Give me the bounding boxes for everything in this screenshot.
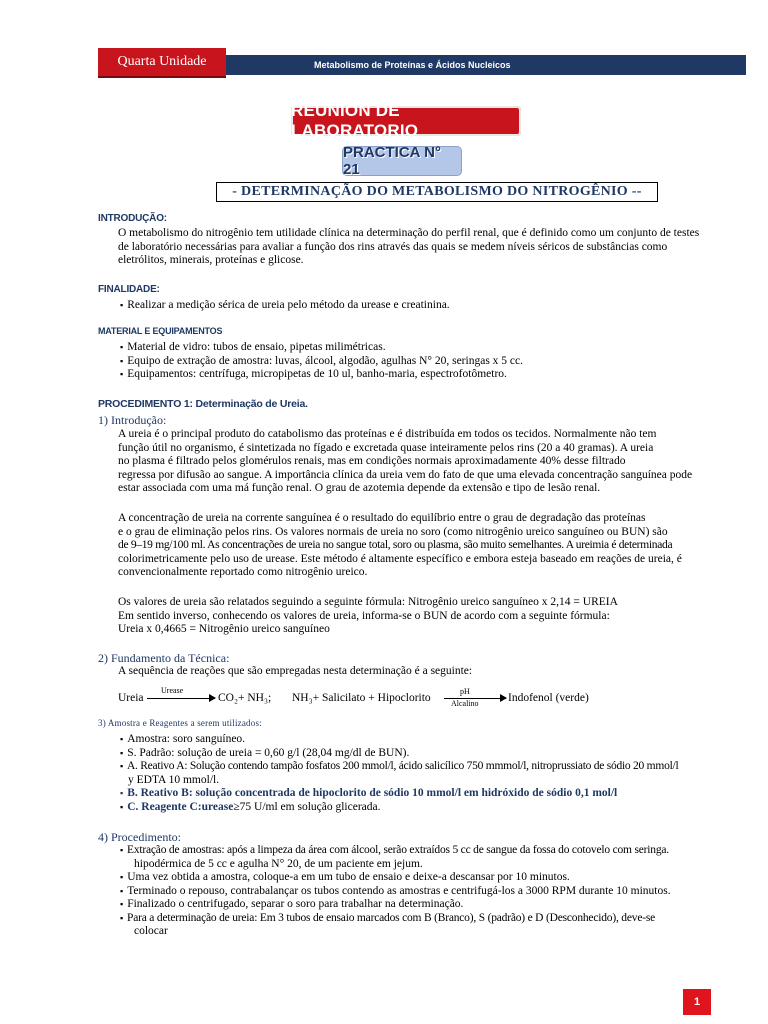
formula-paragraph [118,596,758,637]
text-line: A concentração de ureia na corrente sanguínea é o resultado do equilíbrio entre o grau de degradação das proteínas [118,512,646,524]
enzyme-label: Urease [161,686,184,695]
practice-badge: PRACTICA N° 21 [342,146,462,176]
reagent-c-value: ≥75 U/ml em solução glicerada. [233,800,381,813]
intro-subheading: 1) Introdução: [98,413,167,427]
text-line: regressa por difusão ao sangue. A importância clínica da ureia vem do fato de que uma elevada concentração sanguínea pode [118,468,693,481]
text-line: colorimetricamente pelo uso de urease. Este método é altamente específico e embora esteja baseado em reações de ureia, é [118,552,682,565]
text-line: O metabolismo do nitrogênio tem utilidade clínica na determinação do perfil renal, que é definido como um conjunto de testes [118,227,700,239]
procedure-list [118,844,763,939]
list-item: ▪ S. Padrão: solução de ureia = 0,60 g/l (28,04 mg/dl de BUN). [118,747,763,761]
list-item: ▪ Uma vez obtida a amostra, coloque-a em um tubo de ensaio e deixe-a descansar por 10 minutos. [118,871,763,885]
text-line: eletrólitos, minerais, proteínas e glicose. [118,254,304,266]
list-item-continued: hipodérmica de 5 cc e agulha N° 20, de um paciente em jejum. [134,857,423,870]
reagents-list [118,733,763,814]
text-line: A ureia é o principal produto do catabolismo das proteínas e é distribuída em todos os tecidos. Normalmente não tem [118,428,657,440]
text-line: Ureia x 0,4665 = Nitrogênio ureico sanguíneo [118,623,330,635]
technique-subheading: 2) Fundamento da Técnica: [98,651,230,665]
material-list [118,341,758,382]
list-item: ▪ C. Reagente C:urease≥75 U/ml em solução glicerada. [118,801,763,815]
page-number: 1 [683,989,711,1015]
intro-text [118,227,758,268]
text-line: estar associada com uma má função renal. O grau de azotemia depende da extensão e tipo de lesão renal. [118,482,601,494]
reactants-2: NH₃+ Salicilato + Hipoclorito [292,692,431,704]
text-line: função útil no organismo, é sintetizada no fígado e excretada quase inteiramente pelos rins (20 a 40 gramas). A ureia [118,441,654,454]
urea-concentration-paragraph [118,512,766,580]
text-line: no plasma é filtrado pelos glomérulos renais, mas em condições normais aproximadamente 40% desse filtrado [118,455,626,467]
list-item-continued: colocar [134,925,168,937]
list-item: ▪ Amostra: soro sanguíneo. [118,733,763,747]
product-2: Indofenol (verde) [508,692,589,704]
reagents-subheading: 3) Amostra e Reagentes a serem utilizados: [98,718,262,728]
text-line: convencionalmente reportado como nitrogênio ureico. [118,566,368,578]
header-topic-bar: Metabolismo de Proteínas e Ácidos Nucleicos [226,55,746,75]
list-item: ▪ B. Reativo B: solução concentrada de hipoclorito de sódio 10 mmol/l em hidróxido de sódio 0,1 mol/l [118,787,763,801]
list-item: ▪ Terminado o repouso, contrabalançar os tubos contendo as amostras e centrifugá-los a 3000 RPM durante 10 minutos. [118,885,763,899]
unit-tab: Quarta Unidade [98,48,226,78]
text-line: e o grau de eliminação pelos rins. Os valores normais de ureia no soro (como nitrogênio ureico sanguíneo ou BUN) são [118,525,668,538]
list-item: ▪ Equipamentos: centrífuga, micropipetas de 10 ul, banho-maria, espectrofotômetro. [118,368,758,382]
list-item-continued: y EDTA 10 mmol/l. [128,773,220,786]
reactant-urea: Ureia [118,692,144,704]
condition-alkaline: Alcalino [451,699,479,708]
list-item: ▪ Realizar a medição sérica de ureia pelo método da urease e creatinina. [118,299,768,313]
reaction-arrow-1 [147,698,215,699]
procedure-heading: PROCEDIMENTO 1: Determinação de Ureia. [98,398,308,410]
text-line: Os valores de ureia são relatados seguindo a seguinte fórmula: Nitrogênio ureico sanguíneo x 2,14 = UREIA [118,596,618,608]
urea-intro-paragraph [118,428,763,496]
list-item: ▪ Para a determinação de ureia: Em 3 tubos de ensaio marcados com B (Branco), S (padrão) e D (Desconhecido), deve-se [118,912,763,926]
list-item: ▪ Extração de amostras: após a limpeza da área com álcool, serão extraídos 5 cc de sangue da fossa do cotovelo com seringa. [118,844,763,858]
list-item: ▪ Finalizado o centrifugado, separar o soro para trabalhar na determinação. [118,898,763,912]
finalidade-heading: FINALIDADE: [98,284,160,295]
document-subtitle: - DETERMINAÇÃO DO METABOLISMO DO NITROGÊNIO -- [216,182,658,202]
product-1: CO₂+ NH₃; [218,692,272,704]
text-line: Em sentido inverso, conhecendo os valores de ureia, informa-se o BUN de acordo com a seguinte fórmula: [118,609,610,622]
material-heading: MATERIAL E EQUIPAMENTOS [98,326,223,336]
list-item: ▪ A. Reativo A: Solução contendo tampão fosfatos 200 mmol/l, ácido salicílico 750 mmmol/l, nitroprussiato de sódio 20 mmol/l [118,760,763,774]
text-line: de 9–19 mg/100 ml. As concentrações de ureia no sangue total, soro ou plasma, são muito semelhantes. A ureimia é determinada [118,539,673,551]
technique-text: A sequência de reações que são empregadas nesta determinação é a seguinte: [118,665,473,677]
text-line: de laboratório necessárias para avaliar a função dos rins através das quais se medem níveis séricos de substâncias como [118,240,668,253]
intro-heading: INTRODUÇÃO: [98,213,167,224]
list-item: ▪ Equipo de extração de amostra: luvas, álcool, algodão, agulhas N° 20, seringas x 5 cc. [118,355,758,369]
condition-ph: pH [460,687,470,696]
page-title: REUNION DE LABORATORIO [291,106,521,136]
procedure-subheading: 4) Procedimento: [98,830,181,844]
list-item: ▪ Material de vidro: tubos de ensaio, pipetas milimétricas. [118,341,758,355]
